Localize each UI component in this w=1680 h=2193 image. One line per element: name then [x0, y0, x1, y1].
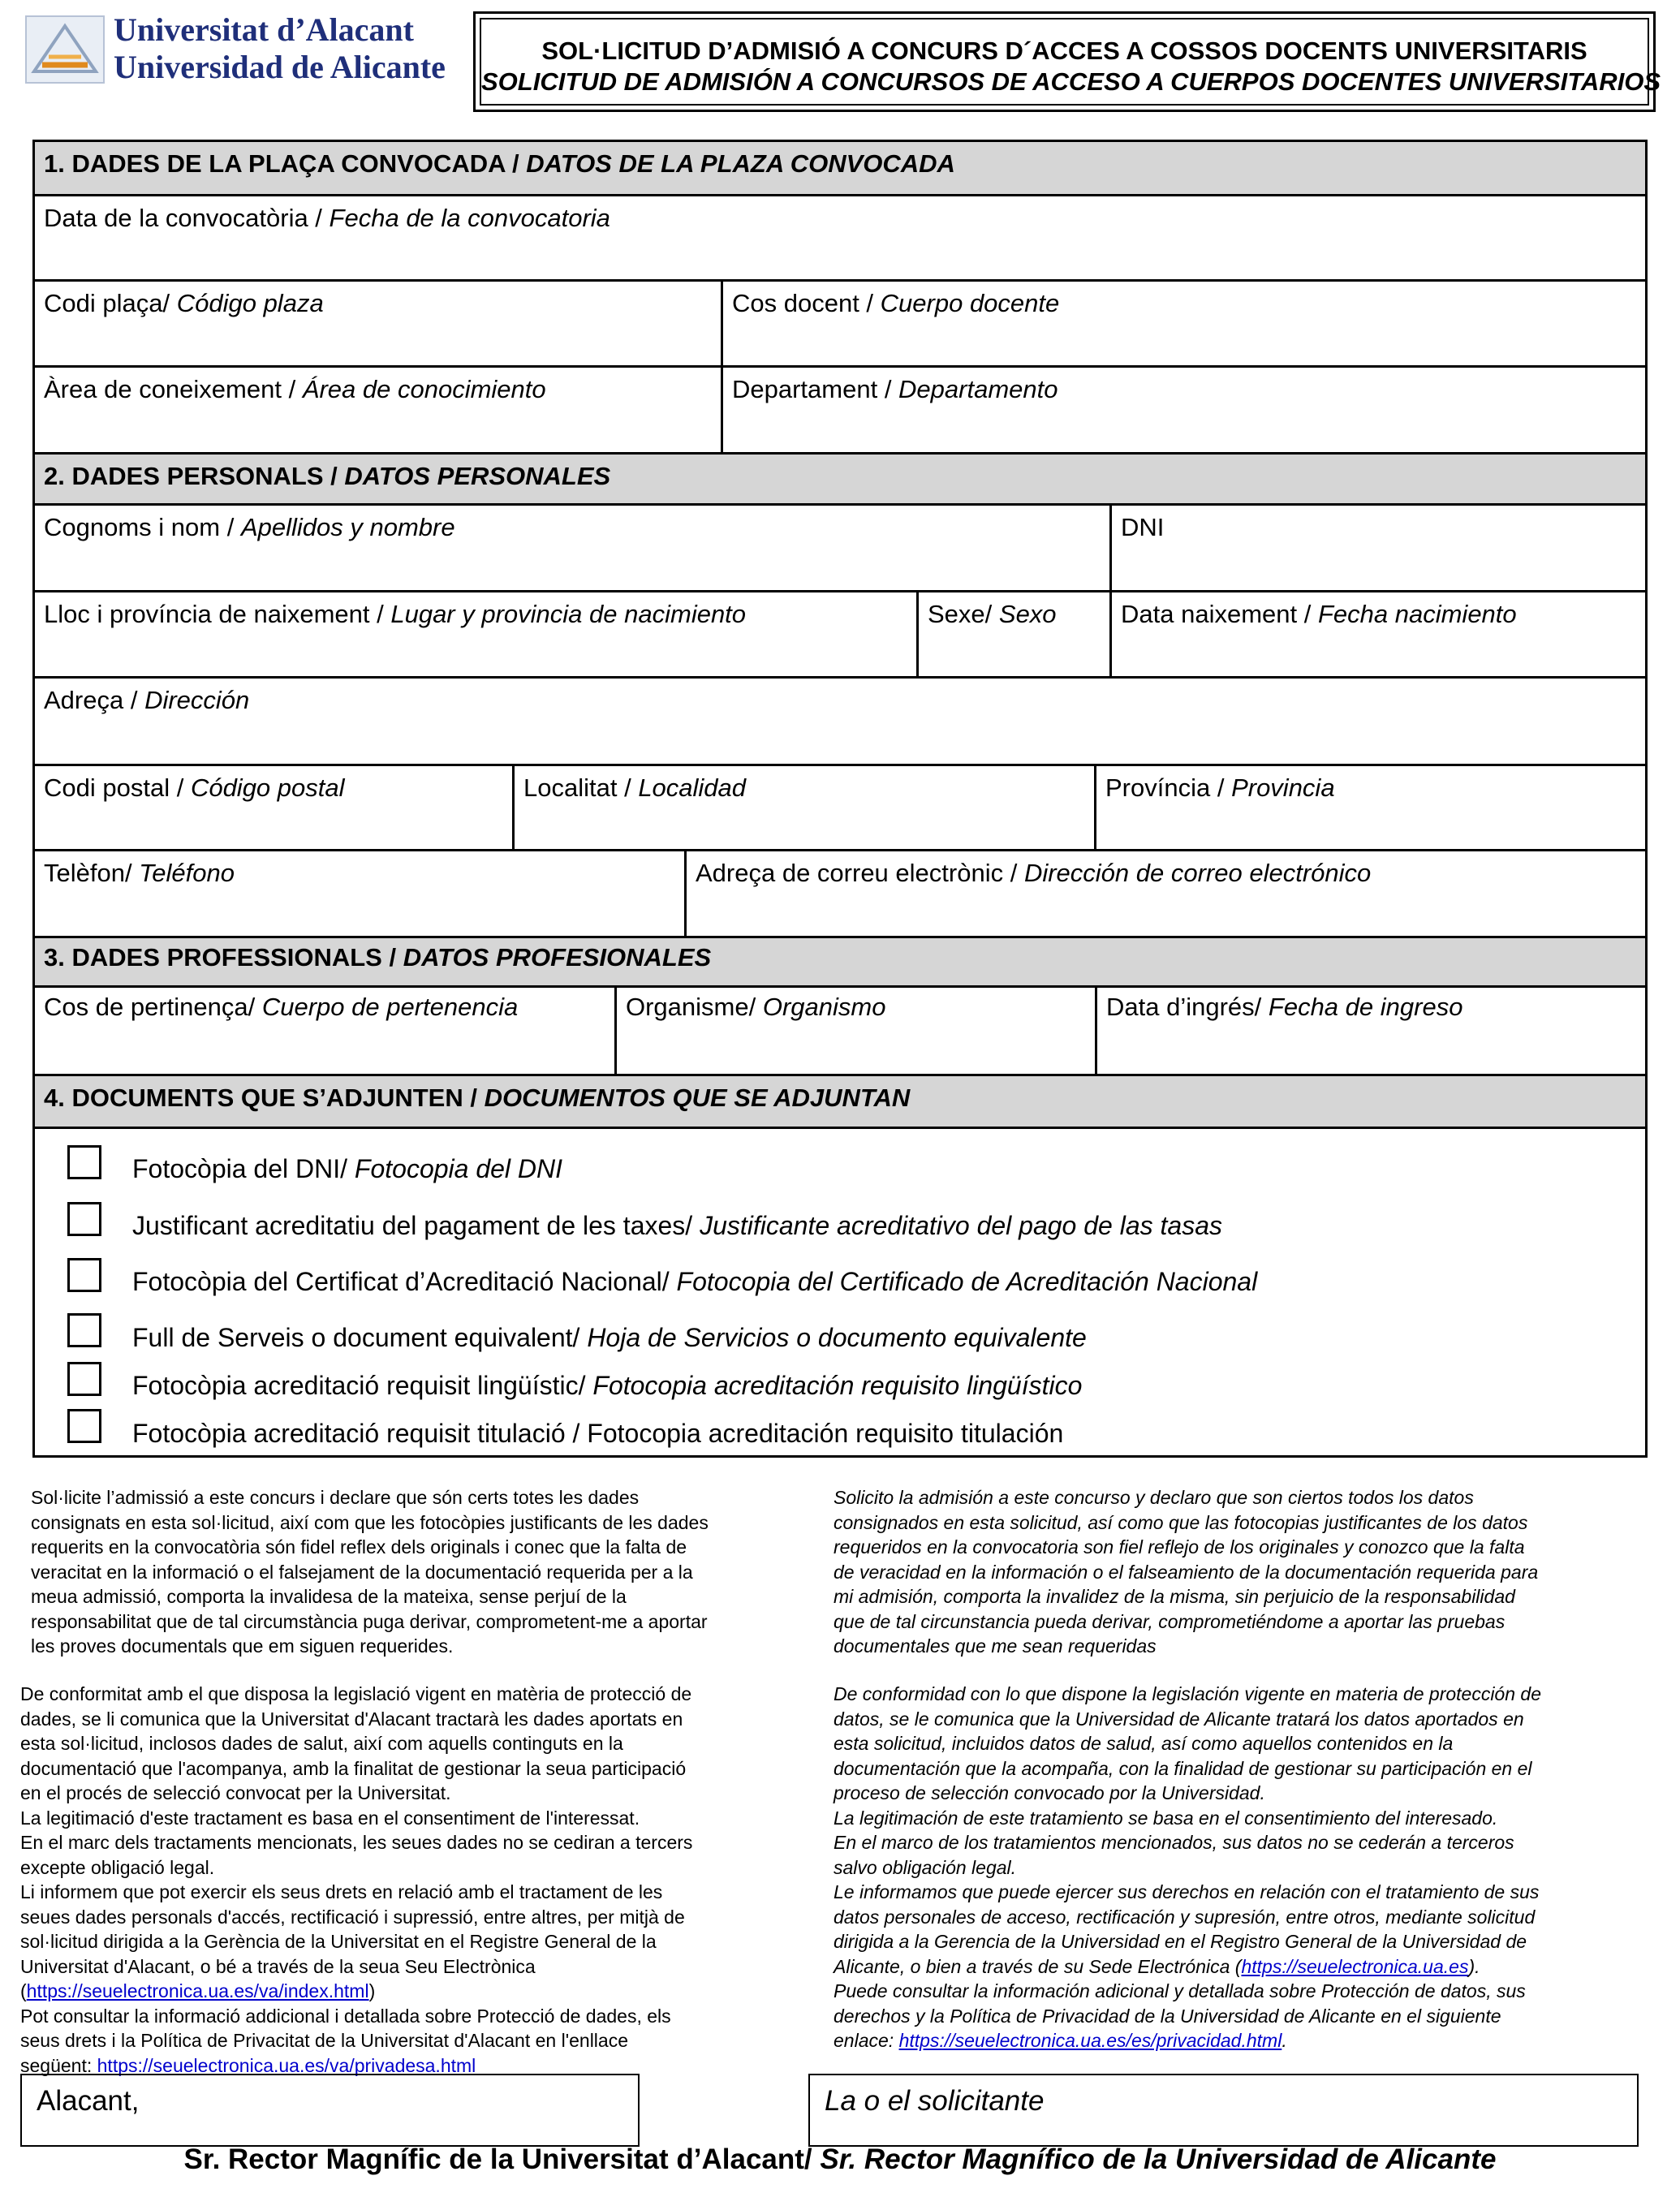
- text-line: excepte obligació legal.: [20, 1856, 215, 1878]
- field-departamento[interactable]: [721, 365, 1648, 455]
- field-label-ca: Telèfon/: [44, 859, 140, 887]
- text-line: documentació que l'acompanya, amb la finalitat de gestionar la seua participació: [20, 1757, 687, 1779]
- field-label-es: Código plaza: [176, 289, 324, 317]
- field-label-es: Área de conocimiento: [302, 375, 546, 403]
- field-label-ca: Cognoms i nom /: [44, 513, 241, 541]
- field-organismo[interactable]: [614, 985, 1097, 1076]
- doc-label-hoja-servicios: [132, 1321, 1087, 1354]
- text-line: datos, se le comunica que la Universidad de Alicante tratará los datos aportados en: [834, 1708, 1524, 1730]
- doc-label-ca: Fotocòpia del DNI/: [132, 1154, 355, 1183]
- text-line: que de tal circunstancia pueda derivar, comprometiéndome a aportar las pruebas: [834, 1610, 1506, 1632]
- field-direccion[interactable]: [32, 676, 1648, 766]
- declaration-ca: [31, 1485, 790, 1659]
- text-line: derechos y la Política de Privacidad de la Universidad de Alicante en el siguiente: [834, 2005, 1501, 2027]
- doc-label-ca: Fotocòpia del Certificat d’Acreditació Nacional/: [132, 1267, 677, 1296]
- field-label-ca: Sexe/: [928, 600, 999, 628]
- doc-label-es: Fotocopia acreditación requisito lingüístico: [592, 1371, 1083, 1400]
- field-label-es: Apellidos y nombre: [240, 513, 455, 541]
- text-line: de veracidad en la información o el falseamiento de la documentación requerida para: [834, 1561, 1539, 1583]
- doc-label-ca: Full de Serveis o document equivalent/: [132, 1323, 588, 1352]
- doc-label-es: Justificante acreditativo del pago de las tasas: [700, 1211, 1222, 1240]
- text-line: Le informamos que puede ejercer sus derechos en relación con el tratamiento de sus: [834, 1881, 1540, 1902]
- field-label-ca: Data naixement /: [1121, 600, 1318, 628]
- link-paren: ): [368, 1980, 376, 2001]
- section-4-heading-es: DOCUMENTOS QUE SE ADJUNTAN: [484, 1084, 911, 1112]
- sede-electronica-link[interactable]: https://seuelectronica.ua.es: [1241, 1955, 1469, 1977]
- field-fecha-nacimiento[interactable]: [1109, 590, 1648, 679]
- text-line: responsabilitat que de tal circumstància puga derivar, comprometent-me a aportar: [31, 1610, 708, 1632]
- doc-label-ca: Fotocòpia acreditació requisit lingüístic/: [132, 1371, 593, 1400]
- doc-label-ca: Justificant acreditatiu del pagament de les taxes/: [132, 1211, 700, 1240]
- link-suffix: ).: [1468, 1955, 1480, 1977]
- doc-label-es: Fotocopia del Certificado de Acreditación Nacional: [676, 1267, 1258, 1296]
- text-line: seus drets i la Política de Privacitat de la Universitat d'Alacant en l'enllace: [20, 2030, 628, 2051]
- field-label-ca: Cos docent /: [732, 289, 881, 317]
- field-label-ca: Data d’ingrés/: [1106, 993, 1269, 1021]
- title-es: SOLICITUD DE ADMISIÓN A CONCURSOS DE ACCESO A CUERPOS DOCENTES UNIVERSITARIOS: [481, 67, 1661, 96]
- field-label-es: Provincia: [1231, 773, 1335, 802]
- text-line: En el marco de los tratamientos mencionados, sus datos no se cederán a terceros: [834, 1832, 1514, 1853]
- doc-label-linguistico: [132, 1369, 1082, 1402]
- footer-ca: Sr. Rector Magnífic de la Universitat d’Alacant/: [183, 2143, 821, 2175]
- text-line: meua admissió, comporta la invalidesa de la mateixa, sense perjuí de la: [31, 1586, 627, 1607]
- checkbox-doc-dni[interactable]: [67, 1145, 101, 1179]
- documents-list: [32, 1127, 1648, 1458]
- privacy-es: [834, 1682, 1645, 2053]
- text-line: [834, 2028, 1645, 2053]
- text-line: [20, 1979, 779, 2004]
- field-label-es: Cuerpo de pertenencia: [261, 993, 519, 1021]
- field-label-es: Teléfono: [139, 859, 235, 887]
- field-label-es: Cuerpo docente: [880, 289, 1060, 317]
- university-logo-text: [114, 11, 463, 86]
- text-line: Puede consultar la información adicional y detallada sobre Protección de datos, sus: [834, 1980, 1526, 2001]
- field-label-es: Departamento: [898, 375, 1058, 403]
- text-line: De conformitat amb el que disposa la legislació vigent en matèria de protecció de: [20, 1683, 692, 1704]
- signature-place-box[interactable]: [20, 2074, 640, 2147]
- section-4-heading: [32, 1074, 1648, 1129]
- logo-line-es: Universidad de Alicante: [114, 49, 446, 85]
- field-label-es: Sexo: [998, 600, 1057, 628]
- field-label-es: Fecha de ingreso: [1268, 993, 1463, 1021]
- link-paren: (: [20, 1980, 27, 2001]
- section-2-heading-es: DATOS PERSONALES: [344, 462, 611, 490]
- field-label-es: Lugar y provincia de nacimiento: [390, 600, 747, 628]
- field-sexo[interactable]: [916, 590, 1112, 679]
- field-fecha-ingreso[interactable]: [1095, 985, 1648, 1076]
- text-line: requerits en la convocatòria són fidel reflex dels originals i conec que la falta de: [31, 1536, 687, 1558]
- field-label-ca: Departament /: [732, 375, 899, 403]
- text-line: Sol·licite l’admissió a este concurs i declare que són certs totes les dades: [31, 1487, 640, 1508]
- link-prefix: següent:: [20, 2054, 97, 2076]
- text-line: dirigida a la Gerencia de la Universidad en el Registro General de la Universidad de: [834, 1931, 1527, 1952]
- field-label-es: Código postal: [190, 773, 345, 802]
- checkbox-doc-hoja-servicios[interactable]: [67, 1313, 101, 1347]
- field-apellidos-nombre[interactable]: [32, 503, 1112, 592]
- field-label: DNI: [1121, 513, 1165, 541]
- doc-label-es: Fotocopia del DNI: [354, 1154, 563, 1183]
- text-line: seues dades personals d'accés, rectificació i supressió, entre altres, per mitjà de: [20, 1906, 685, 1928]
- field-label-es: Fecha de la convocatoria: [329, 204, 610, 232]
- text-line: La legitimació d'este tractament es basa en el consentiment de l'interessat.: [20, 1807, 640, 1829]
- text-line: Li informem que pot exercir els seus drets en relació amb el tractament de les: [20, 1881, 663, 1902]
- privacy-ca: [20, 1682, 779, 2078]
- text-line: consignados en esta solicitud, así como que las fotocopias justificantes de los datos: [834, 1511, 1528, 1533]
- text-line: esta solicitud, incluidos datos de salud, así como aquellos contenidos en la: [834, 1733, 1454, 1754]
- doc-label-acreditacion: [132, 1265, 1257, 1298]
- logo-line-ca: Universitat d’Alacant: [114, 11, 414, 48]
- field-label-ca: Lloc i província de naixement /: [44, 600, 391, 628]
- text-line: salvo obligación legal.: [834, 1856, 1017, 1878]
- field-codigo-plaza[interactable]: [32, 279, 723, 368]
- field-fecha-convocatoria[interactable]: [32, 194, 1648, 282]
- text-line: dades, se li comunica que la Universitat d'Alacant tractarà les dades aportats en: [20, 1708, 683, 1730]
- text-line: datos personales de acceso, rectificación y supresión, entre otros, mediante solicitud: [834, 1906, 1536, 1928]
- text-line: consignats en esta sol·licitud, així com que les fotocòpies justificants de les dades: [31, 1511, 709, 1533]
- section-2-heading: [32, 452, 1648, 506]
- doc-label-tasas: [132, 1209, 1222, 1242]
- text-line: Pot consultar la informació addicional i detallada sobre Protecció de dades, els: [20, 2005, 671, 2027]
- section-1-heading-ca: 1. DADES DE LA PLAÇA CONVOCADA /: [44, 149, 527, 178]
- field-label-ca: Codi plaça/: [44, 289, 177, 317]
- text-line: esta sol·licitud, inclosos dades de salut, així com aquells continguts en la: [20, 1733, 623, 1754]
- text-line: documentales que me sean requeridas: [834, 1635, 1157, 1657]
- section-3-heading: [32, 936, 1648, 988]
- declaration-es: [834, 1485, 1645, 1659]
- text-line: [834, 1954, 1645, 1980]
- doc-label-titulacion: [132, 1417, 1063, 1450]
- field-label-ca: Cos de pertinença/: [44, 993, 262, 1021]
- privadesa-va-link[interactable]: https://seuelectronica.ua.es/va/privadesa.html: [97, 2054, 476, 2076]
- seu-electronica-va-link[interactable]: https://seuelectronica.ua.es/va/index.html: [26, 1980, 369, 2001]
- text-line: les proves documentals que em siguen requerides.: [31, 1635, 454, 1657]
- text-line: En el marc dels tractaments mencionats, les seues dades no se cediran a tercers: [20, 1832, 693, 1853]
- checkbox-doc-acreditacion[interactable]: [67, 1258, 101, 1292]
- field-cuerpo-docente[interactable]: [721, 279, 1648, 368]
- field-dni[interactable]: [1109, 503, 1648, 592]
- text-line: La legitimación de este tratamiento se basa en el consentimiento del interesado.: [834, 1807, 1498, 1829]
- field-label-es: Fecha nacimiento: [1317, 600, 1517, 628]
- field-label-ca: Adreça de correu electrònic /: [696, 859, 1024, 887]
- footer-addressee: [0, 2143, 1680, 2177]
- section-3-heading-ca: 3. DADES PROFESSIONALS /: [44, 943, 403, 972]
- field-provincia[interactable]: [1094, 764, 1648, 851]
- link-prefix: enlace:: [834, 2030, 899, 2051]
- checkbox-doc-tasas[interactable]: [67, 1202, 101, 1236]
- field-label-ca: Localitat /: [523, 773, 639, 802]
- text-line: mi admisión, comporta la invalidez de la misma, sin perjuicio de la responsabilidad: [834, 1586, 1515, 1607]
- text-line: veracitat en la informació o el falsejament de la documentació requerida per a la: [31, 1561, 693, 1583]
- section-4-heading-ca: 4. DOCUMENTS QUE S’ADJUNTEN /: [44, 1084, 485, 1112]
- field-label-ca: Adreça /: [44, 686, 145, 714]
- text-line: Solicito la admisión a este concurso y declaro que son ciertos todos los datos: [834, 1487, 1474, 1508]
- field-label-ca: Organisme/: [626, 993, 763, 1021]
- field-email[interactable]: [684, 849, 1648, 938]
- signature-applicant-box[interactable]: [808, 2074, 1639, 2147]
- title-ca: SOL·LICITUD D’ADMISIÓ A CONCURS D´ACCES A COSSOS DOCENTS UNIVERSITARIS: [541, 37, 1587, 65]
- field-localidad[interactable]: [512, 764, 1096, 851]
- field-label-es: Localidad: [638, 773, 747, 802]
- field-label-ca: Àrea de coneixement /: [44, 375, 303, 403]
- field-label-ca: Codi postal /: [44, 773, 191, 802]
- checkbox-doc-titulacion[interactable]: [67, 1409, 101, 1443]
- doc-label-es: Hoja de Servicios o documento equivalente: [587, 1323, 1087, 1352]
- footer-es: Sr. Rector Magnífico de la Universidad de Alicante: [820, 2143, 1497, 2175]
- section-1-heading: [32, 140, 1648, 196]
- text-line: sol·licitud dirigida a la Gerència de la Universitat en el Registre General de la: [20, 1931, 657, 1952]
- field-label-ca: Província /: [1105, 773, 1232, 802]
- doc-label-dni: [132, 1153, 562, 1185]
- document-title-box: [473, 11, 1661, 112]
- link-suffix: .: [1282, 2030, 1287, 2051]
- field-cuerpo-pertenencia[interactable]: [32, 985, 617, 1076]
- signature-applicant-label: La o el solicitante: [825, 2085, 1045, 2117]
- privacidad-es-link[interactable]: https://seuelectronica.ua.es/es/privacidad.html: [898, 2030, 1282, 2051]
- text-line: Universitat d'Alacant, o bé a través de la seua Seu Electrònica: [20, 1955, 536, 1977]
- field-codigo-postal[interactable]: [32, 764, 515, 851]
- doc-label-ca: Fotocòpia acreditació requisit titulació / Fotocopia acreditación requisito titulación: [132, 1419, 1064, 1448]
- text-line: proceso de selección convocado por la Universidad.: [834, 1782, 1265, 1803]
- field-telefono[interactable]: [32, 849, 687, 938]
- field-label-es: Organismo: [762, 993, 886, 1021]
- link-prefix: Alicante, o bien a través de su Sede Electrónica (: [834, 1955, 1242, 1977]
- checkbox-doc-linguistico[interactable]: [67, 1362, 101, 1396]
- university-logo-icon: [24, 15, 106, 84]
- section-2-heading-ca: 2. DADES PERSONALS /: [44, 462, 345, 490]
- field-label-es: Dirección de correo electrónico: [1023, 859, 1372, 887]
- section-3-heading-es: DATOS PROFESIONALES: [403, 943, 712, 972]
- field-area-conocimiento[interactable]: [32, 365, 723, 455]
- field-lugar-nacimiento[interactable]: [32, 590, 919, 679]
- signature-place-label: Alacant,: [37, 2085, 140, 2117]
- field-label-es: Dirección: [144, 686, 250, 714]
- text-line: requeridos en la convocatoria son fiel reflejo de los originales y conozco que la falta: [834, 1536, 1525, 1558]
- text-line: documentación que la acompaña, con la finalidad de gestionar su participación en el: [834, 1757, 1532, 1779]
- section-1-heading-es: DATOS DE LA PLAZA CONVOCADA: [526, 149, 955, 178]
- field-label-ca: Data de la convocatòria /: [44, 204, 330, 232]
- text-line: en el procés de selecció convocat per la Universitat.: [20, 1782, 451, 1803]
- text-line: De conformidad con lo que dispone la legislación vigente en materia de protección de: [834, 1683, 1541, 1704]
